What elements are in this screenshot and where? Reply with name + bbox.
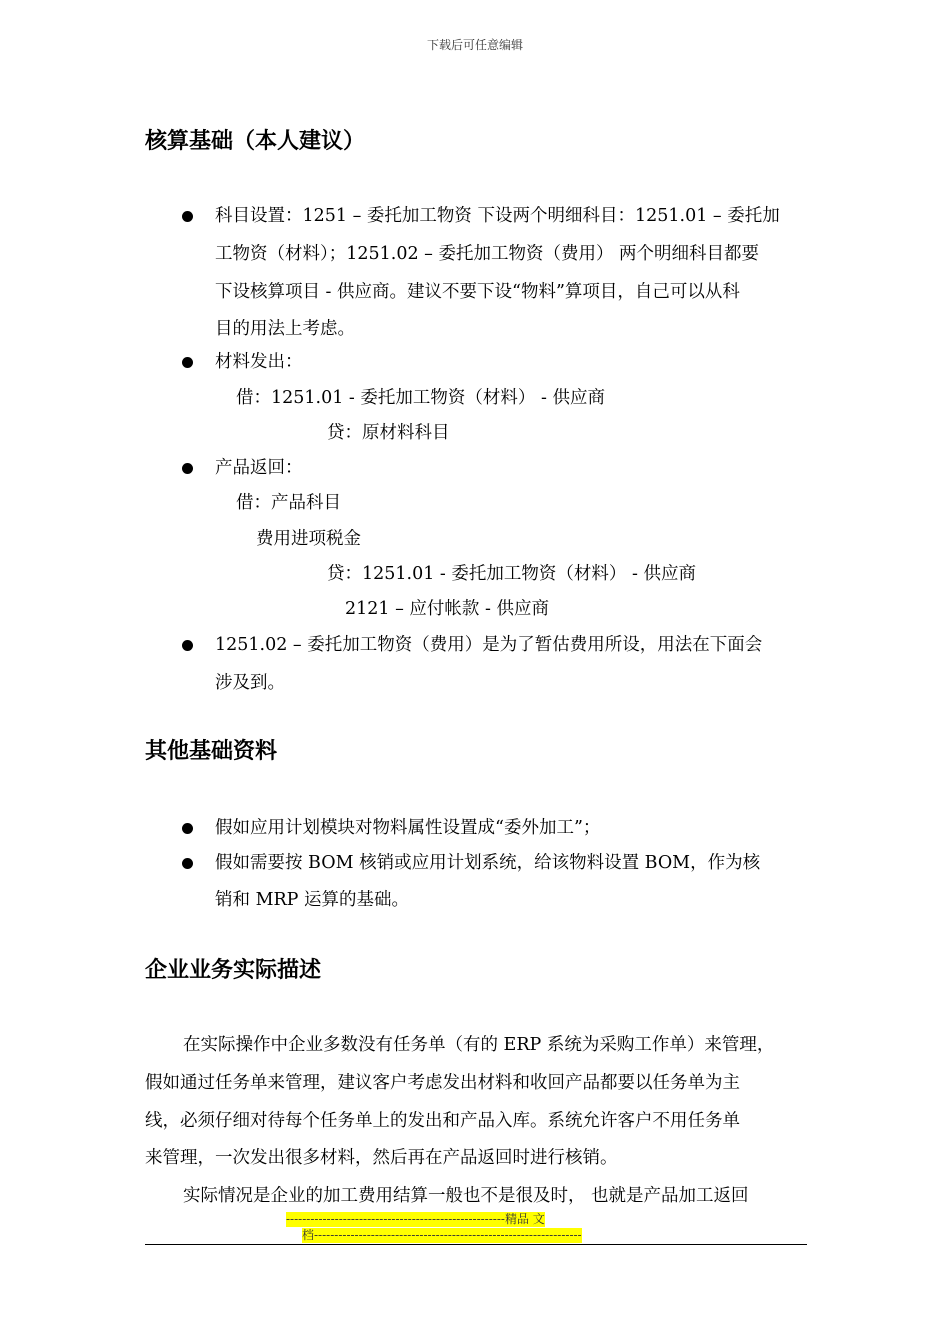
paragraph-line: 1251.02 – 委托加工物资（费用）是为了暂估费用所设，用法在下面会 — [215, 635, 763, 655]
journal-entry-credit: 贷：1251.01 - 委托加工物资（材料） - 供应商 — [327, 564, 696, 584]
bullet-label: 产品返回： — [215, 458, 303, 478]
journal-entry-credit: 贷：原材料科目 — [327, 423, 450, 443]
journal-entry-debit: 借：1251.01 - 委托加工物资（材料） - 供应商 — [236, 388, 605, 408]
paragraph-line: 科目设置：1251 – 委托加工物资 下设两个明细科目：1251.01 – 委托加 — [215, 206, 780, 226]
journal-entry-credit: 2121 – 应付帐款 - 供应商 — [345, 599, 549, 619]
bullet-icon — [182, 858, 193, 869]
paragraph-line: 在实际操作中企业多数没有任务单（有的 ERP 系统为采购工作单）来管理， — [183, 1035, 775, 1055]
paragraph-line: 销和 MRP 运算的基础。 — [215, 890, 409, 910]
journal-entry-debit: 费用进项税金 — [256, 529, 361, 549]
journal-entry-debit: 借：产品科目 — [236, 493, 341, 513]
paragraph-line: 假如需要按 BOM 核销或应用计划系统，给该物料设置 BOM，作为核 — [215, 853, 761, 873]
paragraph-line: 目的用法上考虑。 — [215, 319, 355, 339]
bullet-label: 材料发出： — [215, 352, 303, 372]
section-title-accounting-basis: 核算基础（本人建议） — [145, 129, 366, 154]
bullet-icon — [182, 463, 193, 474]
footer-watermark-line: ------------------------------------------------------精品 文 — [286, 1212, 545, 1226]
paragraph-line: 线，必须仔细对待每个任务单上的发出和产品入库。系统允许客户不用任务单 — [145, 1111, 740, 1131]
bullet-icon — [182, 357, 193, 368]
bullet-icon — [182, 640, 193, 651]
paragraph-line: 涉及到。 — [215, 673, 285, 693]
bullet-icon — [182, 823, 193, 834]
paragraph-line: 假如通过任务单来管理，建议客户考虑发出材料和收回产品都要以任务单为主 — [145, 1073, 740, 1093]
paragraph-line: 下设核算项目 - 供应商。建议不要下设“物料”算项目，自己可以从科 — [215, 282, 740, 302]
header-note: 下载后可任意编辑 — [426, 38, 523, 52]
section-title-business-description: 企业业务实际描述 — [145, 958, 322, 983]
bullet-icon — [182, 211, 193, 222]
paragraph-line: 来管理，一次发出很多材料，然后再在产品返回时进行核销。 — [145, 1148, 618, 1168]
section-title-other-basic-data: 其他基础资料 — [145, 739, 278, 764]
footer-watermark-line: 档------------------------------------------------------------------ — [302, 1228, 582, 1242]
paragraph-line: 假如应用计划模块对物料属性设置成“委外加工”； — [215, 818, 601, 838]
paragraph-line: 实际情况是企业的加工费用结算一般也不是很及时， 也就是产品加工返回 — [183, 1186, 749, 1206]
paragraph-line: 工物资（材料）；1251.02 – 委托加工物资（费用） 两个明细科目都要 — [215, 244, 760, 264]
footer-divider — [145, 1244, 807, 1245]
